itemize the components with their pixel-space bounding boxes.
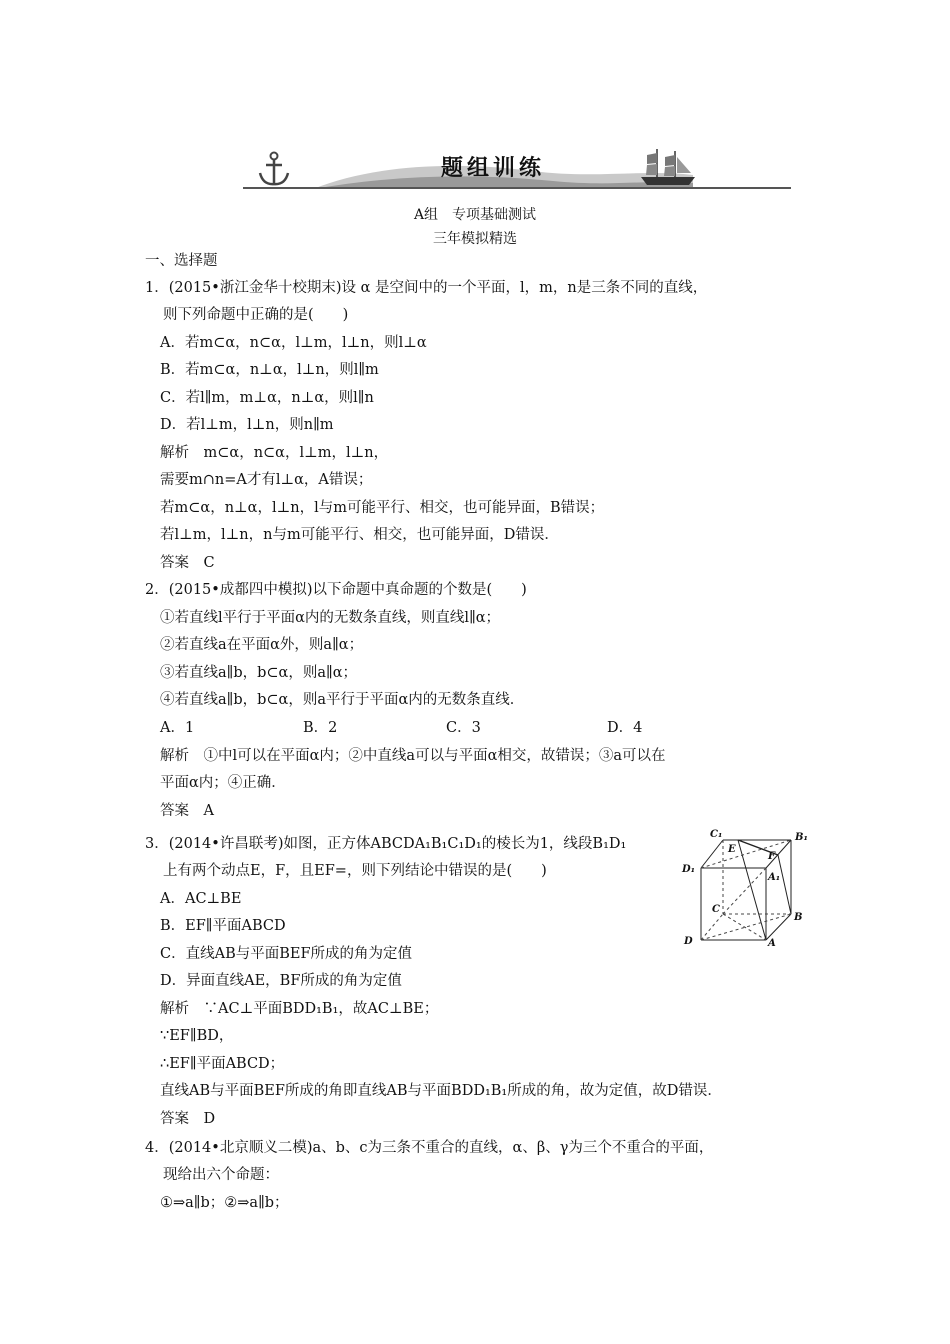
q1-option-c: C．若l∥m，m⊥α，n⊥α，则l∥n	[160, 390, 374, 406]
label-c1: C₁	[710, 829, 723, 840]
q1-solution-2: 需要m∩n=A才有l⊥α，A错误；	[160, 472, 373, 488]
cube-figure	[676, 828, 816, 948]
q3-option-d: D．异面直线AE，BF所成的角为定值	[160, 973, 402, 989]
banner-title: 题组训练	[440, 156, 545, 181]
q3-answer: 答案 D	[160, 1111, 216, 1127]
q2-proposition-4: ④若直线a∥b，b⊂α，则a平行于平面α内的无数条直线．	[160, 692, 525, 708]
q1-stem: 1．(2015•浙江金华十校期末)设 α 是空间中的一个平面，l，m，n是三条不同的直线，	[145, 280, 708, 296]
q2-stem: 2．(2015•成都四中模拟)以下命题中真命题的个数是( )	[145, 582, 527, 598]
q2-answer: 答案 A	[160, 803, 214, 819]
q3-solution-2: ∵EF∥BD，	[160, 1028, 234, 1044]
label-e: E	[728, 844, 736, 855]
group-title: A组 专项基础测试	[413, 207, 537, 223]
label-a: A	[768, 938, 776, 948]
anchor-icon	[257, 151, 291, 187]
q4-stem: 4．(2014•北京顺义二模)a、b、c为三条不重合的直线，α、β、γ为三个不重合的平面，	[145, 1140, 714, 1156]
q1-stem-cont: 则下列命题中正确的是( )	[163, 307, 349, 323]
sailing-ship-icon	[635, 147, 701, 189]
label-b: B	[794, 912, 803, 923]
q4-stem-cont: 现给出六个命题：	[163, 1167, 279, 1183]
q3-option-c: C．直线AB与平面BEF所成的角为定值	[160, 946, 413, 962]
q3-option-a: A．AC⊥BE	[160, 891, 242, 907]
q3-solution-3: ∴EF∥平面ABCD；	[160, 1056, 285, 1072]
q2-proposition-3: ③若直线a∥b，b⊂α，则a∥α；	[160, 665, 357, 681]
q3-solution-4: 直线AB与平面BEF所成的角即直线AB与平面BDD₁B₁所成的角，故为定值，故D错误．	[160, 1083, 722, 1099]
q2-option-a: A．1	[160, 720, 195, 736]
group-subtitle: 三年模拟精选	[433, 231, 517, 247]
q3-stem-cont: 上有两个动点E，F，且EF=，则下列结论中错误的是( )	[163, 863, 547, 879]
q2-option-c: C．3	[446, 720, 481, 736]
q2-proposition-2: ②若直线a在平面α外，则a∥α；	[160, 637, 364, 653]
q3-stem: 3．(2014•许昌联考)如图，正方体ABCDA₁B₁C₁D₁的棱长为1，线段B₁D₁	[145, 836, 627, 852]
q2-solution-1: 解析 ①中l可以在平面α内；②中直线a可以与平面α相交，故错误；③a可以在	[160, 748, 666, 764]
q2-option-b: B．2	[303, 720, 338, 736]
q1-answer: 答案 C	[160, 555, 215, 571]
q1-option-b: B．若m⊂α，n⊥α，l⊥n，则l∥m	[160, 362, 379, 378]
label-d: D	[684, 936, 693, 947]
q2-solution-2: 平面α内；④正确．	[160, 775, 286, 791]
q4-proposition-1: ①⇒a∥b；②⇒a∥b；	[160, 1195, 289, 1211]
q1-option-d: D．若l⊥m，l⊥n，则n∥m	[160, 417, 334, 433]
label-d1: D₁	[682, 864, 696, 875]
q1-solution-4: 若l⊥m，l⊥n，n与m可能平行、相交，也可能异面，D错误．	[160, 527, 559, 543]
label-a1: A₁	[768, 872, 781, 883]
label-b1: B₁	[795, 832, 808, 843]
label-c: C	[712, 904, 720, 915]
section-banner	[243, 143, 791, 193]
label-f: F	[768, 851, 776, 862]
banner-rule	[243, 187, 791, 189]
q2-proposition-1: ①若直线l平行于平面α内的无数条直线，则直线l∥α；	[160, 610, 501, 626]
q3-solution-1: 解析 ∵AC⊥平面BDD₁B₁，故AC⊥BE；	[160, 1001, 439, 1017]
q1-option-a: A．若m⊂α，n⊂α，l⊥m，l⊥n，则l⊥α	[160, 335, 427, 351]
q2-option-d: D．4	[607, 720, 643, 736]
section-title: 一、选择题	[145, 253, 218, 269]
q1-solution-1: 解析 m⊂α，n⊂α，l⊥m，l⊥n，	[160, 445, 389, 461]
q3-option-b: B．EF∥平面ABCD	[160, 918, 286, 934]
q1-solution-3: 若m⊂α，n⊥α，l⊥n，l与m可能平行、相交，也可能异面，B错误；	[160, 500, 605, 516]
